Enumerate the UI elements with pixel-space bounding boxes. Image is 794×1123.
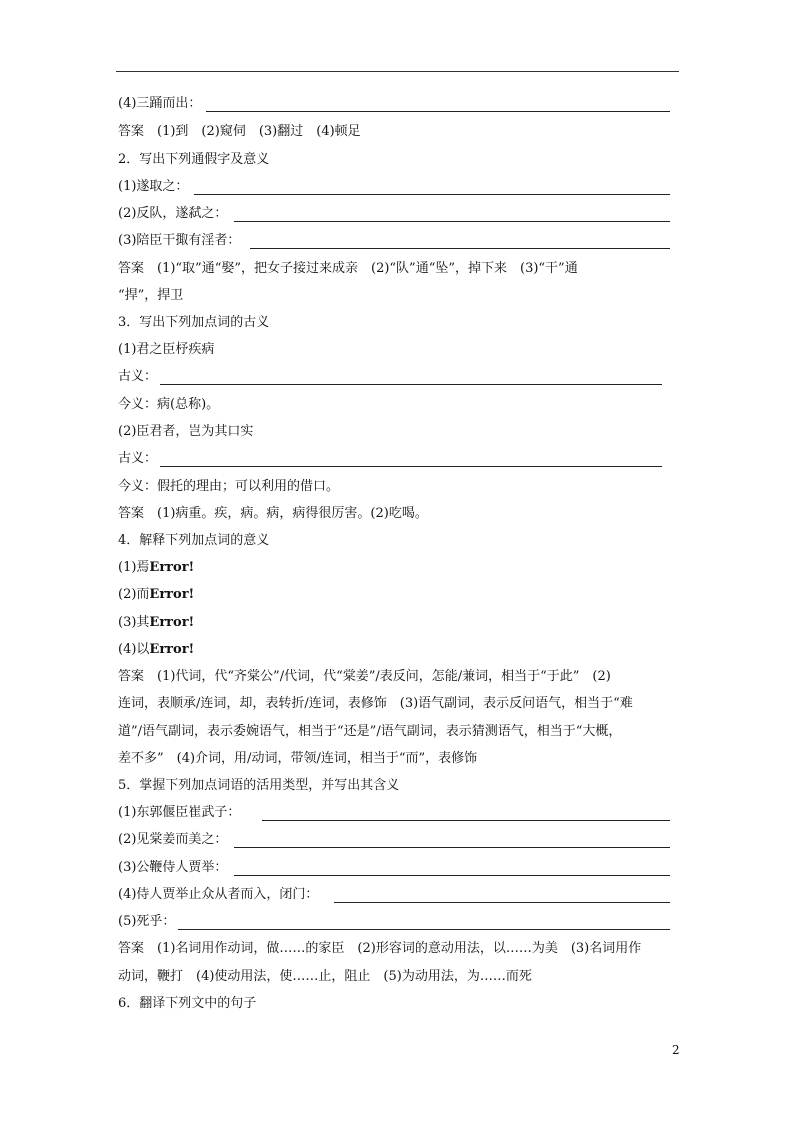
q4-item-1-label: (1)焉 [118,560,150,575]
q4-answer-line-2: 连词，表顺承/连词，却，表转折/连词，表修饰 (3)语气副词，表示反问语气，相当于“难 [118,696,633,711]
q1-item-4-label: (4)三踊而出： [118,96,202,111]
answer-blank-line [262,820,670,821]
page-number: 2 [672,1043,680,1057]
error-text: Error! [149,587,195,602]
header-rule [116,71,679,72]
q3-gu-1 [118,368,670,386]
answer-blank-line [206,111,670,112]
q4-answer-line-4: 差不多” (4)介词，用/动词，带领/连词，相当于“而”，表修饰 [118,751,478,766]
q3-gu-2 [118,450,670,468]
q2-item-1-label: (1)遂取之： [118,179,189,194]
q4-item-3-label: (3)其 [118,615,150,630]
q2-title: 2．写出下列通假字及意义 [118,152,270,167]
error-text: Error! [149,642,195,657]
q5-answer-line-1: 答案 (1)名词用作动词，做……的家臣 (2)形容词的意动用法，以……为美 (3)名词用作 [118,941,642,956]
error-text: Error! [149,560,195,575]
answer-blank-line [194,194,670,195]
q2-item-1 [118,178,670,196]
q6-title: 6．翻译下列文中的句子 [118,996,257,1011]
q5-item-1 [118,804,670,822]
answer-blank-line [160,384,662,385]
q5-item-4-label: (4)侍人贾举止众从者而入，闭门： [118,887,319,902]
q5-item-4 [118,886,670,904]
q4-item-3 [118,614,194,632]
q3-jin-2: 今义：假托的理由；可以利用的借口。 [118,479,340,494]
q5-answer-line-2: 动词，鞭打 (4)使动用法，使……止，阻止 (5)为动用法，为……而死 [118,969,532,984]
q5-item-5 [118,913,670,931]
q5-item-3-label: (3)公鞭侍人贾举： [118,860,228,875]
error-text: Error! [149,615,195,630]
q3-answer: 答案 (1)病重。疾，病。病，病得很厉害。(2)吃喝。 [118,506,428,521]
q5-item-2-label: (2)见棠姜而美之： [118,832,228,847]
answer-blank-line [234,875,670,876]
q3-item-1: (1)君之臣杼疾病 [118,342,215,357]
q4-answer-line-1: 答案 (1)代词，代“齐棠公”/代词，代“棠姜”/表反问，怎能/兼词，相当于“于此” (2) [118,669,611,684]
answer-blank-line [160,466,662,467]
answer-blank-line [334,902,670,903]
answer-blank-line [250,248,670,249]
q3-item-2: (2)臣君者，岂为其口实 [118,424,254,439]
q5-item-3 [118,859,670,877]
q2-answer-line-2: “捍”，捍卫 [118,288,184,303]
q2-answer-line-1: 答案 (1)“取”通“娶”，把女子接过来成亲 (2)“队”通“坠”，掉下来 (3)“干”通 [118,261,578,276]
q4-item-2-label: (2)而 [118,587,150,602]
q4-item-2 [118,586,194,604]
q2-item-3 [118,232,670,250]
q3-gu-1-label: 古义： [118,369,158,384]
q3-title: 3．写出下列加点词的古义 [118,315,270,330]
answer-blank-line [234,847,670,848]
q5-title: 5．掌握下列加点词语的活用类型，并写出其含义 [118,778,400,793]
q4-answer-line-3: 道”/语气副词，表示委婉语气，相当于“还是”/语气副词，表示猜测语气，相当于“大概， [118,724,622,739]
q4-item-4-label: (4)以 [118,642,150,657]
q2-item-3-label: (3)陪臣干掫有淫者： [118,233,241,248]
q4-item-1 [118,559,194,577]
q3-jin-1: 今义：病(总称)。 [118,397,220,412]
q2-item-2 [118,205,670,223]
answer-blank-line [178,929,670,930]
q4-title: 4．解释下列加点词的意义 [118,533,270,548]
q4-item-4 [118,641,194,659]
q1-answer: 答案 (1)到 (2)窥伺 (3)翻过 (4)顿足 [118,124,361,139]
answer-blank-line [234,221,670,222]
q5-item-5-label: (5)死乎： [118,914,176,929]
q5-item-1-label: (1)东郭偃臣崔武子： [118,805,241,820]
q3-gu-2-label: 古义： [118,451,158,466]
q1-item-4 [118,95,670,113]
q2-item-2-label: (2)反队，遂弑之： [118,206,228,221]
q5-item-2 [118,831,670,849]
